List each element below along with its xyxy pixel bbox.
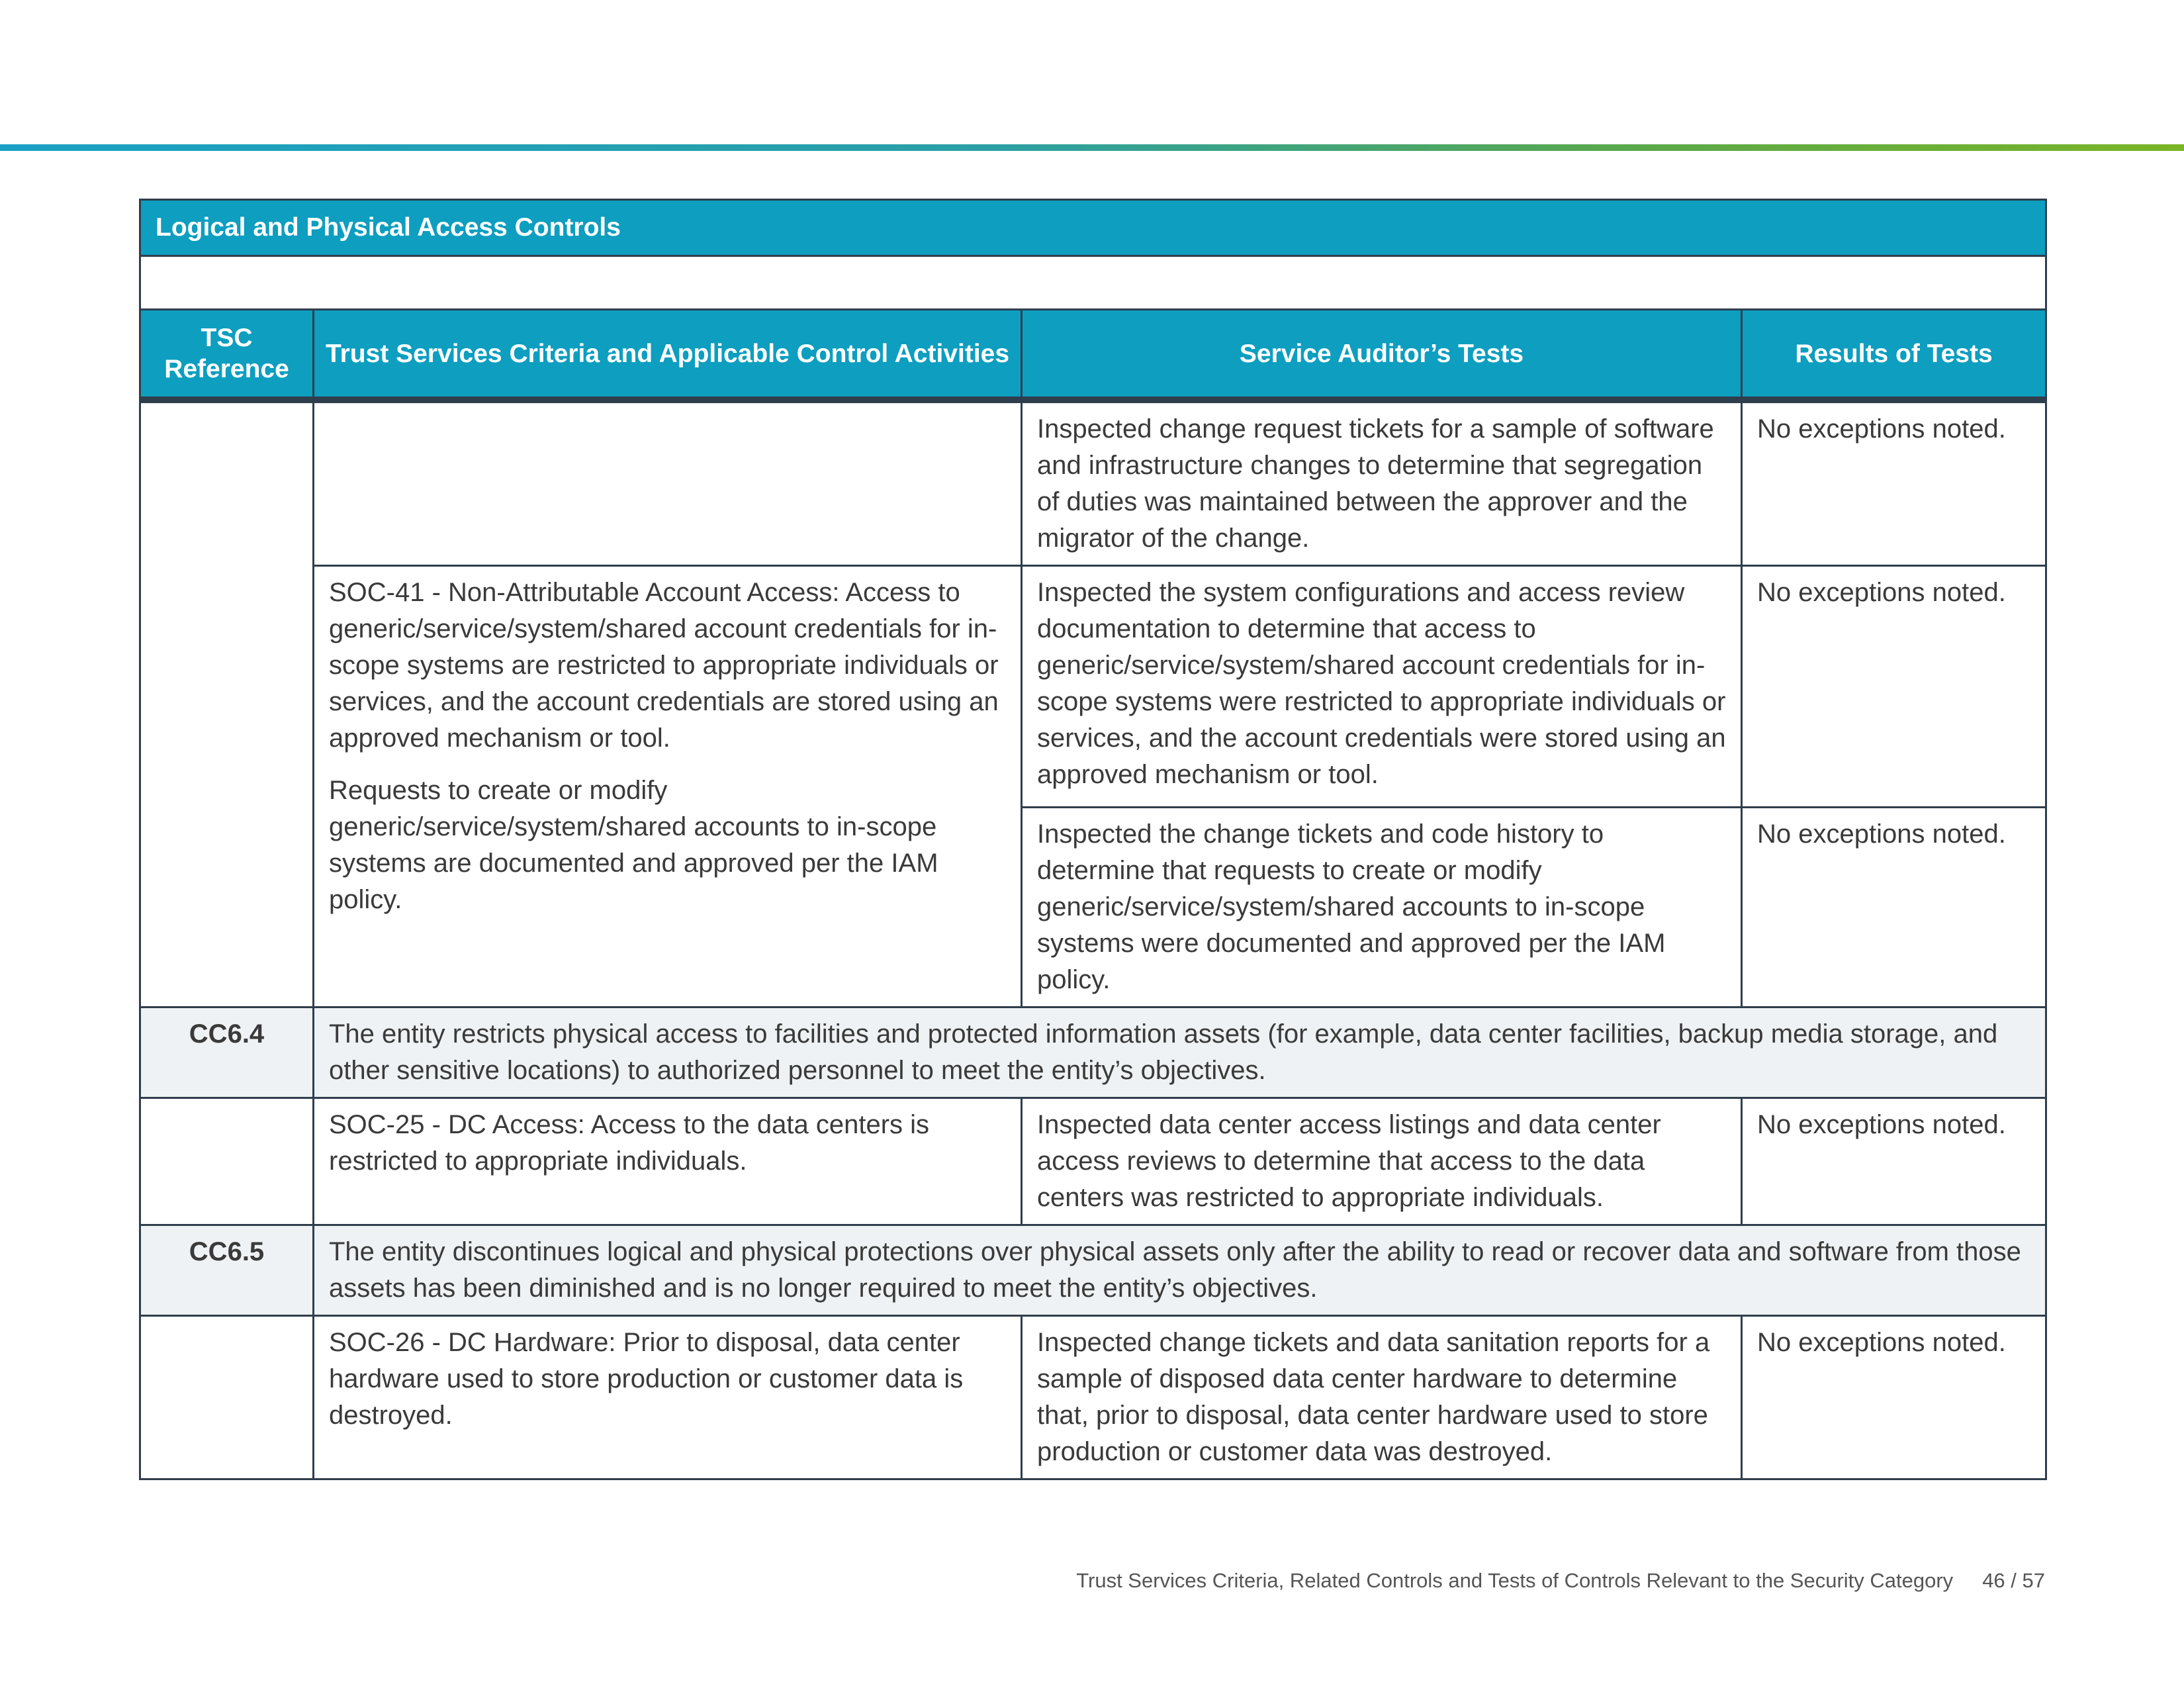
criteria-row <box>140 1008 2046 1098</box>
page-number: 46 / 57 <box>1982 1569 2045 1592</box>
page-footer <box>1076 1569 2045 1593</box>
controls-table <box>139 199 2047 1480</box>
control-description: SOC-41 - Non-Attributable Account Access: Access to generic/service/system/shared account credentials for in-scope systems are restricted to appropriate individuals or services, and the account credentials are stored using an approved mechanism or tool. <box>329 578 999 753</box>
table-row <box>140 1098 2046 1225</box>
header-accent-rule <box>0 144 2184 151</box>
test-cell: Inspected data center access listings and data center access reviews to determine that access to the data centers was restricted to appropriate individuals. <box>1022 1098 1742 1225</box>
table-row <box>140 566 2046 808</box>
control-description: Requests to create or modify generic/service/system/shared accounts to in-scope systems are documented and approved per the IAM policy. <box>329 776 938 914</box>
criteria-description: The entity restricts physical access to facilities and protected information assets (for example, data center facilities, backup media storage, and other sensitive locations) to authorized personnel to meet the entity’s objectives. <box>314 1008 2046 1098</box>
table-row <box>140 400 2046 566</box>
footer-text: Trust Services Criteria, Related Controls and Tests of Controls Relevant to the Security Category <box>1076 1569 1954 1592</box>
tsc-ref-cell <box>140 1316 314 1479</box>
criteria-cell <box>314 400 1022 566</box>
column-header-criteria: Trust Services Criteria and Applicable Control Activities <box>314 310 1022 400</box>
result-cell: No exceptions noted. <box>1742 400 2046 566</box>
tsc-ref-cell: CC6.5 <box>140 1225 314 1316</box>
result-cell: No exceptions noted. <box>1742 1098 2046 1225</box>
spacer-row <box>140 256 2046 310</box>
test-cell: Inspected change tickets and data sanitation reports for a sample of disposed data center hardware to determine that, prior to disposal, data center hardware used to store production or customer data was destroyed. <box>1022 1316 1742 1479</box>
column-header-row <box>140 310 2046 400</box>
tsc-ref-cell <box>140 400 314 1008</box>
section-title: Logical and Physical Access Controls <box>140 200 2046 256</box>
tsc-ref-cell <box>140 1098 314 1225</box>
criteria-cell <box>314 566 1022 1008</box>
criteria-cell: SOC-25 - DC Access: Access to the data centers is restricted to appropriate individuals. <box>314 1098 1022 1225</box>
test-cell: Inspected the system configurations and access review documentation to determine that access to generic/service/system/shared account credentials for in-scope systems were restricted to appropriate individuals or services, and the account credentials were stored using an approved mechanism or tool. <box>1022 566 1742 808</box>
criteria-cell: SOC-26 - DC Hardware: Prior to disposal, data center hardware used to store production or customer data is destroyed. <box>314 1316 1022 1479</box>
column-header-tsc: TSC Reference <box>140 310 314 400</box>
criteria-description: The entity discontinues logical and physical protections over physical assets only after the ability to read or recover data and software from those assets has been diminished and is no longer required to meet the entity’s objectives. <box>314 1225 2046 1316</box>
criteria-row <box>140 1225 2046 1316</box>
result-cell: No exceptions noted. <box>1742 808 2046 1008</box>
tsc-ref-cell: CC6.4 <box>140 1008 314 1098</box>
table-row <box>140 1316 2046 1479</box>
result-cell: No exceptions noted. <box>1742 566 2046 808</box>
column-header-results: Results of Tests <box>1742 310 2046 400</box>
test-cell: Inspected change request tickets for a sample of software and infrastructure changes to determine that segregation of duties was maintained between the approver and the migrator of the change. <box>1022 400 1742 566</box>
result-cell: No exceptions noted. <box>1742 1316 2046 1479</box>
test-cell: Inspected the change tickets and code history to determine that requests to create or modify generic/service/system/shared accounts to in-scope systems were documented and approved per the IAM policy. <box>1022 808 1742 1008</box>
column-header-tests: Service Auditor’s Tests <box>1022 310 1742 400</box>
